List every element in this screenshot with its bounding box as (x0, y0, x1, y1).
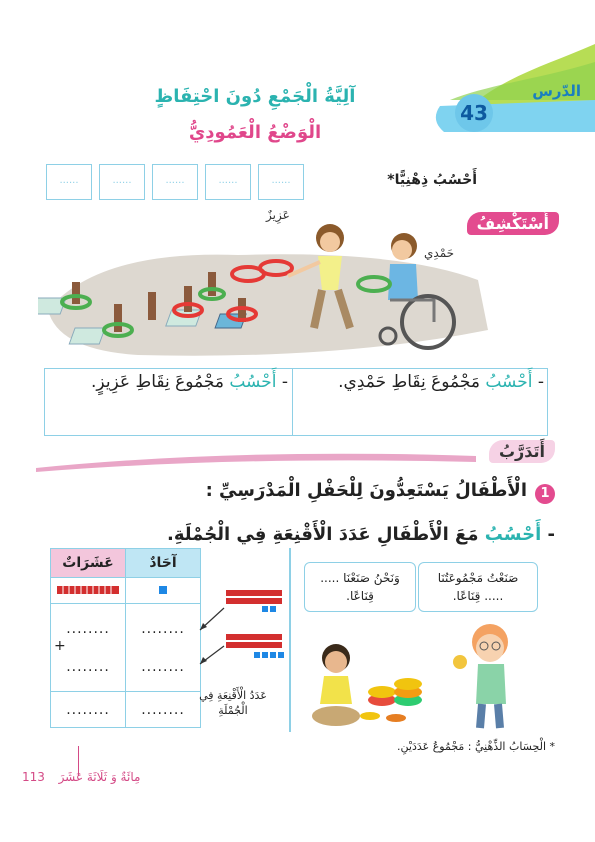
unit-cube-icon (158, 585, 168, 595)
footnote: * الْحِسَابُ الذِّهْنِيُّ : مَجْمُوعُ عَدَدَيْنِ. (397, 740, 555, 753)
mask-count-label: عَدَدُ الْأَقْنِعَةِ فِي الْجُمْلَةِ (199, 689, 267, 717)
lesson-number: 43 (455, 94, 493, 132)
mental-answer-box[interactable]: ...... (46, 164, 92, 200)
column-ones: آحَادٌ (126, 549, 201, 578)
discover-tag: أَسْتَكْشِفُ (467, 212, 559, 235)
boy-glasses (453, 624, 508, 728)
mental-answer-box[interactable]: ...... (258, 164, 304, 200)
discover-divider (292, 368, 293, 436)
ring-toss-illustration (38, 210, 508, 360)
question-text: الْأَطْفَالُ يَسْتَعِدُّونَ لِلْحَفْلِ الْمَدْرَسِيِّ : (205, 480, 527, 501)
question-instruction: - أَحْسُبُ مَعَ الْأَطْفَالِ عَدَدَ الْأَقْنِعَةِ فِي الْجُمْلَةِ. (167, 524, 555, 545)
discover-item-aziz: - أَحْسُبُ مَجْمُوعَ نِقَاطِ عَزِيزٍ. (91, 372, 288, 392)
lesson-title: آلِيَّةُ الْجَمْعِ دُونَ احْتِفَاظٍ (154, 86, 356, 107)
speech-bubble-right: صَنَعْتُ مَجْمُوعَتُنَا ..... قِنَاعًا. (418, 562, 538, 612)
question-number: 1 (535, 484, 555, 504)
mental-calc-label: أَحْسُبُ ذِهْنِيًّا* (387, 172, 477, 188)
page-number-words: مِائَةٌ وَ ثَلَاثَةَ عَشَرَ (58, 770, 141, 784)
speech-bubble-left: وَنَحْنُ صَنَعْنَا ..... قِنَاعًا. (304, 562, 416, 612)
section-vertical-divider (289, 548, 291, 732)
plus-sign: + (54, 638, 66, 654)
lesson-subtitle: الْوَضْعُ الْعَمُودِيُّ (188, 122, 322, 143)
boy-sitting (312, 644, 360, 726)
ten-bar-icon (57, 585, 119, 595)
page-footer (22, 770, 140, 784)
section-separator-ribbon (36, 448, 476, 474)
mental-answer-box[interactable]: ...... (205, 164, 251, 200)
ones-total-cell[interactable]: ........ (126, 692, 201, 728)
name-hamdi: حَمْدِي (424, 246, 455, 260)
children-masks-illustration (300, 618, 550, 734)
base-ten-blocks-illustration (196, 588, 286, 668)
tens-blocks-cell (51, 578, 126, 604)
place-value-table (50, 548, 201, 728)
column-tens: عَشَرَاتٌ (51, 549, 126, 578)
ones-blocks-cell (126, 578, 201, 604)
page-number: 113 (22, 770, 45, 784)
ones-answer-cell[interactable]: ........ ........ (126, 604, 201, 692)
footer-divider (78, 746, 79, 776)
tens-answer-cell[interactable]: ........ ........ (51, 604, 126, 692)
mental-answer-box[interactable]: ...... (99, 164, 145, 200)
mask-stacks (360, 678, 422, 722)
practice-tag: أَتَدَرَّبُ (489, 440, 555, 463)
mental-answer-box[interactable]: ...... (152, 164, 198, 200)
lesson-label: الدّرس (532, 82, 581, 100)
discover-item-hamdi: - أَحْسُبُ مَجْمُوعَ نِقَاطِ حَمْدِي. (338, 372, 544, 392)
tens-total-cell[interactable]: ........ (51, 692, 126, 728)
name-aziz: عَزِيزٌ (266, 208, 290, 222)
